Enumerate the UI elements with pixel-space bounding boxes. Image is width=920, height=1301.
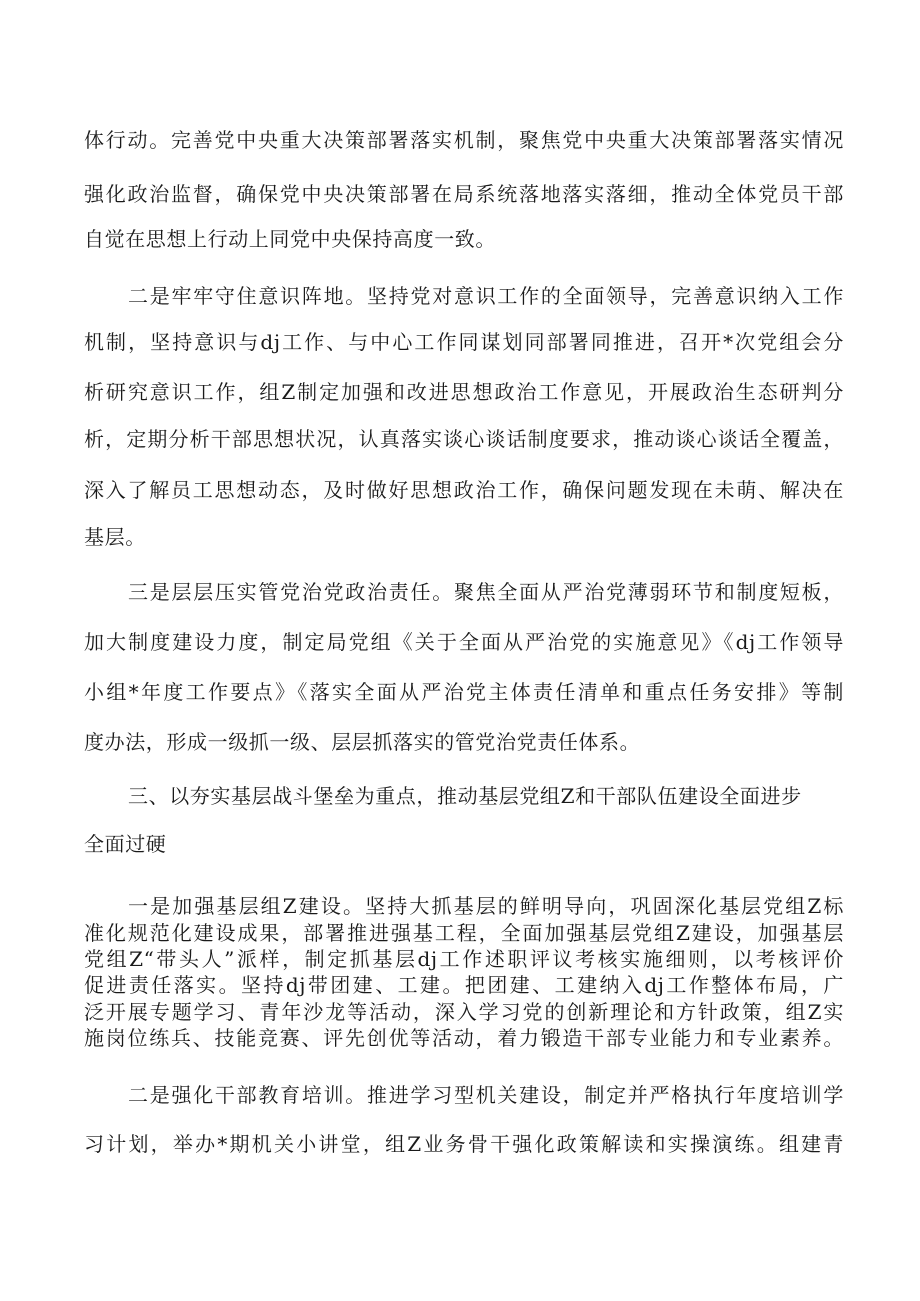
text-line: 准化规范化建设成果，部署推进强基工程，全面加强基层党组Z建设，加强基层 (84, 921, 844, 945)
heading-line: 三、以夯实基层战斗堡垒为重点，推动基层党组Z和干部队伍建设全面进步 (128, 784, 802, 808)
text-line: 二是牢牢守住意识阵地。坚持党对意识工作的全面领导，完善意识纳入工作 (128, 284, 844, 308)
heading-line: 全面过硬 (84, 832, 167, 856)
text-line: 党组Z“带头人”派样，制定抓基层dj工作述职评议考核实施细则，以考核评价 (84, 947, 844, 971)
text-line: 深入了解员工思想动态，及时做好思想政治工作，确保问题发现在未萌、解决在 (84, 478, 844, 502)
text-line: 三是层层压实管党治党政治责任。聚焦全面从严治党薄弱环节和制度短板， (128, 580, 844, 604)
text-line: 一是加强基层组Z建设。坚持大抓基层的鲜明导向，巩固深化基层党组Z标 (128, 894, 844, 918)
text-line: 自觉在思想上行动上同党中央保持高度一致。 (84, 227, 496, 251)
text-line: 基层。 (84, 525, 146, 549)
text-line: 加大制度建设力度，制定局党组《关于全面从严治党的实施意见》《dj工作领导 (84, 630, 844, 654)
text-line: 泛开展专题学习、青年沙龙等活动，深入学习党的创新理论和方针政策，组Z实 (84, 1000, 844, 1024)
text-line: 小组*年度工作要点》《落实全面从严治党主体责任清单和重点任务安排》等制 (84, 680, 844, 704)
text-line: 析研究意识工作，组Z制定加强和改进思想政治工作意见，开展政治生态研判分 (84, 380, 844, 404)
text-line: 施岗位练兵、技能竞赛、评先创优等活动，着力锻造干部专业能力和专业素养。 (84, 1026, 844, 1050)
text-line: 强化政治监督，确保党中央决策部署在局系统落地落实落细，推动全体党员干部 (84, 182, 844, 206)
text-line: 度办法，形成一级抓一级、层层抓落实的管党治党责任体系。 (84, 730, 641, 754)
text-line: 析，定期分析干部思想状况，认真落实谈心谈话制度要求，推动谈心谈话全覆盖， (84, 427, 844, 451)
text-line: 习计划，举办*期机关小讲堂，组Z业务骨干强化政策解读和实操演练。组建青 (84, 1132, 844, 1156)
text-line: 二是强化干部教育培训。推进学习型机关建设，制定并严格执行年度培训学 (128, 1083, 844, 1107)
text-line: 机制，坚持意识与dj工作、与中心工作同谋划同部署同推进，召开*次党组会分 (84, 330, 844, 354)
text-line: 促进责任落实。坚持dj带团建、工建。把团建、工建纳入dj工作整体布局，广 (84, 973, 844, 997)
text-line: 体行动。完善党中央重大决策部署落实机制，聚焦党中央重大决策部署落实情况 (84, 128, 844, 152)
